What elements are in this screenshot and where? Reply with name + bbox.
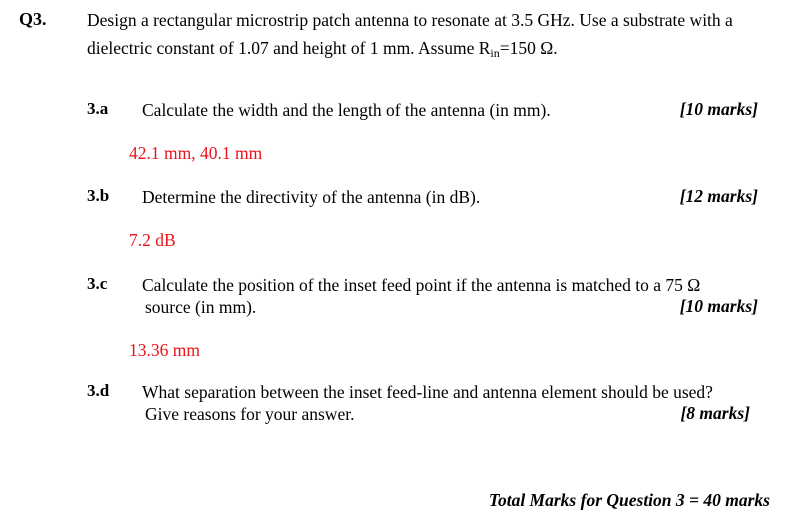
part-text-3b: Determine the directivity of the antenna (in dB). xyxy=(142,187,481,207)
part-answer-3a: 42.1 mm, 40.1 mm xyxy=(129,143,263,163)
part-label-3a: 3.a xyxy=(87,99,109,118)
part-text-3c-line-1: Calculate the position of the inset feed point if the antenna is matched to a 75 Ω xyxy=(142,275,701,295)
part-marks-3c: [10 marks] xyxy=(679,296,758,316)
resistance-subscript: in xyxy=(490,46,500,60)
part-answer-3c: 13.36 mm xyxy=(129,340,200,360)
part-marks-3b: [12 marks] xyxy=(679,186,758,206)
part-text-3c-line-2: source (in mm). xyxy=(145,297,257,317)
question-number: Q3. xyxy=(19,9,47,29)
part-text-3d-line-1: What separation between the inset feed-line and antenna element should be used? xyxy=(142,382,713,402)
part-answer-3b: 7.2 dB xyxy=(129,230,176,250)
intro-line-2-suffix: =150 Ω. xyxy=(499,38,558,58)
part-text-3d-line-2: Give reasons for your answer. xyxy=(145,404,355,424)
question-intro-line-2 xyxy=(87,37,558,59)
part-label-3c: 3.c xyxy=(87,274,108,293)
total-marks: Total Marks for Question 3 = 40 marks xyxy=(488,490,770,510)
part-marks-3d: [8 marks] xyxy=(680,403,750,423)
part-label-3d: 3.d xyxy=(87,381,110,400)
part-text-3a: Calculate the width and the length of the antenna (in mm). xyxy=(142,100,551,120)
intro-line-2-prefix: dielectric constant of 1.07 and height of 1 mm. Assume R xyxy=(87,38,491,58)
question-intro-line-1: Design a rectangular microstrip patch antenna to resonate at 3.5 GHz. Use a substrate with a xyxy=(87,10,733,30)
part-marks-3a: [10 marks] xyxy=(679,99,758,119)
part-label-3b: 3.b xyxy=(87,186,110,205)
